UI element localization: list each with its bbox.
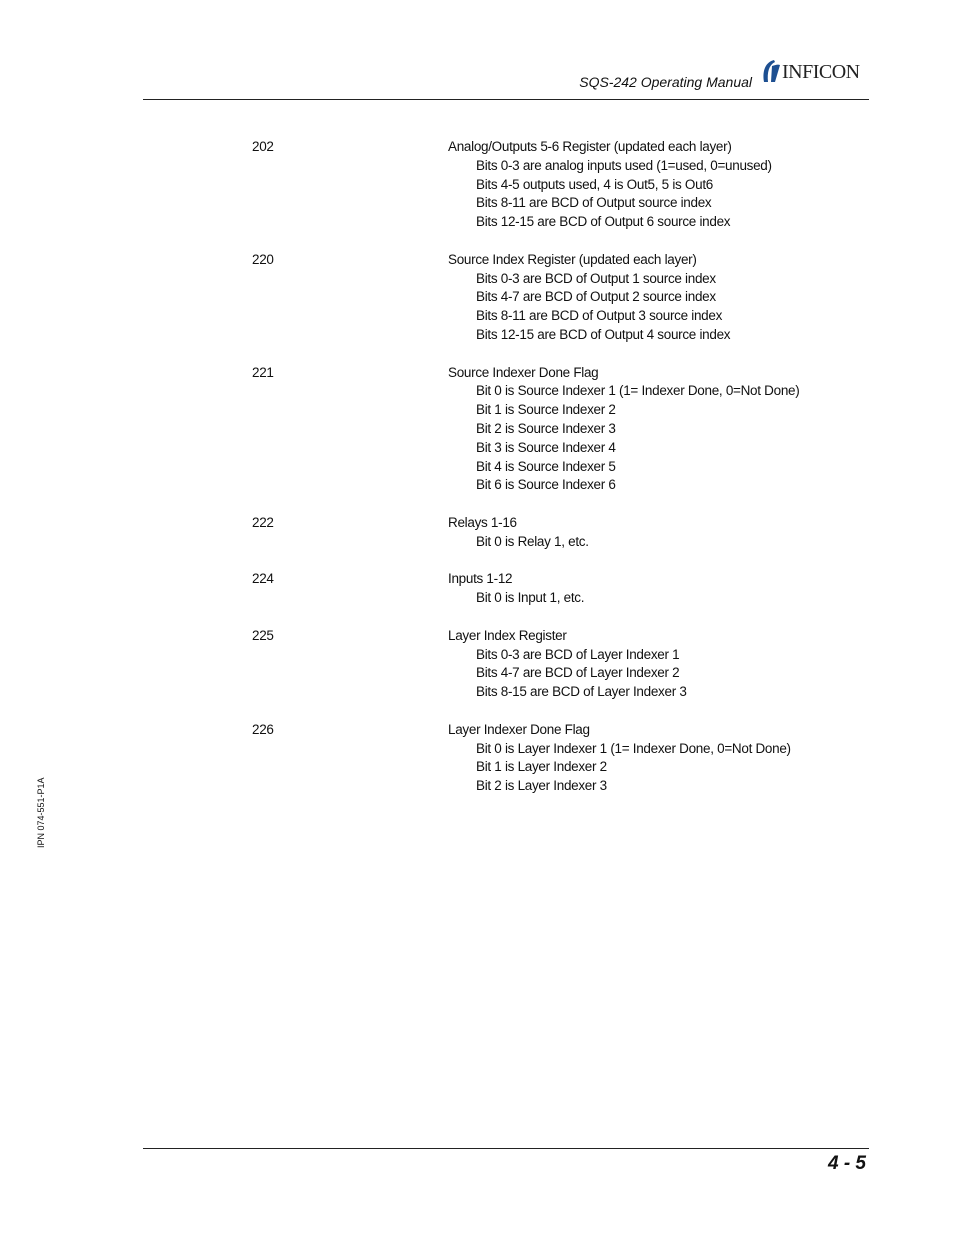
- register-bit-item: Bit 0 is Relay 1, etc.: [476, 533, 589, 549]
- register-entry: [252, 627, 852, 702]
- manual-title: SQS-242 Operating Manual: [579, 74, 752, 90]
- register-number: 221: [252, 364, 274, 380]
- register-title: Inputs 1-12: [448, 571, 513, 587]
- register-bit-item: Bits 4-7 are BCD of Layer Indexer 2: [476, 665, 680, 681]
- register-number: 222: [252, 514, 274, 530]
- register-description: [448, 364, 852, 496]
- register-bit-list: [448, 740, 852, 796]
- register-title: Source Indexer Done Flag: [448, 364, 599, 380]
- register-bit-item: Bit 2 is Layer Indexer 3: [476, 778, 607, 794]
- logo-wordmark: INFICON: [782, 61, 860, 83]
- register-description: [448, 514, 852, 552]
- register-bit-item: Bits 0-3 are BCD of Output 1 source index: [476, 270, 716, 286]
- footer-rule: [143, 1148, 869, 1149]
- register-bit-item: Bits 12-15 are BCD of Output 4 source index: [476, 326, 731, 342]
- register-description: [448, 251, 852, 345]
- register-bit-item: Bits 0-3 are BCD of Layer Indexer 1: [476, 646, 680, 662]
- register-bit-item: Bits 4-5 outputs used, 4 is Out5, 5 is Out6: [476, 176, 713, 192]
- register-bit-item: Bits 8-11 are BCD of Output 3 source index: [476, 308, 723, 324]
- register-bit-item: Bit 1 is Source Indexer 2: [476, 402, 616, 418]
- register-description: [448, 138, 852, 232]
- page-number: 4 - 5: [827, 1153, 866, 1174]
- register-bit-list: [448, 382, 852, 495]
- register-entry: [252, 364, 852, 496]
- register-entry: [252, 570, 852, 608]
- register-bit-item: Bit 2 is Source Indexer 3: [476, 420, 616, 436]
- document-ipn: IPN 074-551-P1A: [36, 777, 46, 848]
- register-bit-item: Bit 0 is Layer Indexer 1 (1= Indexer Done, 0=Not Done): [476, 740, 791, 756]
- register-list: [252, 138, 852, 815]
- register-bit-list: [448, 589, 852, 608]
- register-bit-item: Bits 8-11 are BCD of Output source index: [476, 195, 712, 211]
- register-bit-item: Bit 3 is Source Indexer 4: [476, 439, 616, 455]
- header-rule: [143, 99, 869, 100]
- register-bit-item: Bits 12-15 are BCD of Output 6 source index: [476, 214, 731, 230]
- register-description: [448, 570, 852, 608]
- register-title: Source Index Register (updated each layer): [448, 251, 697, 267]
- register-bit-item: Bit 1 is Layer Indexer 2: [476, 759, 607, 775]
- register-bit-item: Bit 4 is Source Indexer 5: [476, 458, 616, 474]
- register-title: Layer Index Register: [448, 627, 567, 643]
- register-number: 224: [252, 571, 274, 587]
- register-number: 226: [252, 721, 274, 737]
- inficon-logo-icon: [760, 58, 782, 84]
- register-description: [448, 721, 852, 796]
- register-entry: [252, 251, 852, 345]
- register-number: 225: [252, 627, 274, 643]
- register-bit-item: Bit 6 is Source Indexer 6: [476, 477, 616, 493]
- register-title: Layer Indexer Done Flag: [448, 721, 590, 737]
- register-bit-list: [448, 270, 852, 345]
- register-bit-list: [448, 646, 852, 702]
- register-bit-list: [448, 157, 852, 232]
- register-title: Analog/Outputs 5-6 Register (updated each layer): [448, 139, 732, 154]
- register-bit-list: [448, 533, 852, 552]
- register-number: 202: [252, 139, 274, 154]
- register-bit-item: Bits 4-7 are BCD of Output 2 source index: [476, 289, 716, 305]
- register-number: 220: [252, 251, 274, 267]
- register-title: Relays 1-16: [448, 514, 517, 530]
- register-entry: [252, 721, 852, 796]
- register-bit-item: Bits 8-15 are BCD of Layer Indexer 3: [476, 684, 687, 700]
- register-bit-item: Bit 0 is Source Indexer 1 (1= Indexer Done, 0=Not Done): [476, 383, 800, 399]
- register-description: [448, 627, 852, 702]
- register-entry: [252, 138, 852, 232]
- register-bit-item: Bits 0-3 are analog inputs used (1=used, 0=unused): [476, 157, 772, 173]
- register-entry: [252, 514, 852, 552]
- inficon-logo: [760, 58, 874, 84]
- register-bit-item: Bit 0 is Input 1, etc.: [476, 590, 585, 606]
